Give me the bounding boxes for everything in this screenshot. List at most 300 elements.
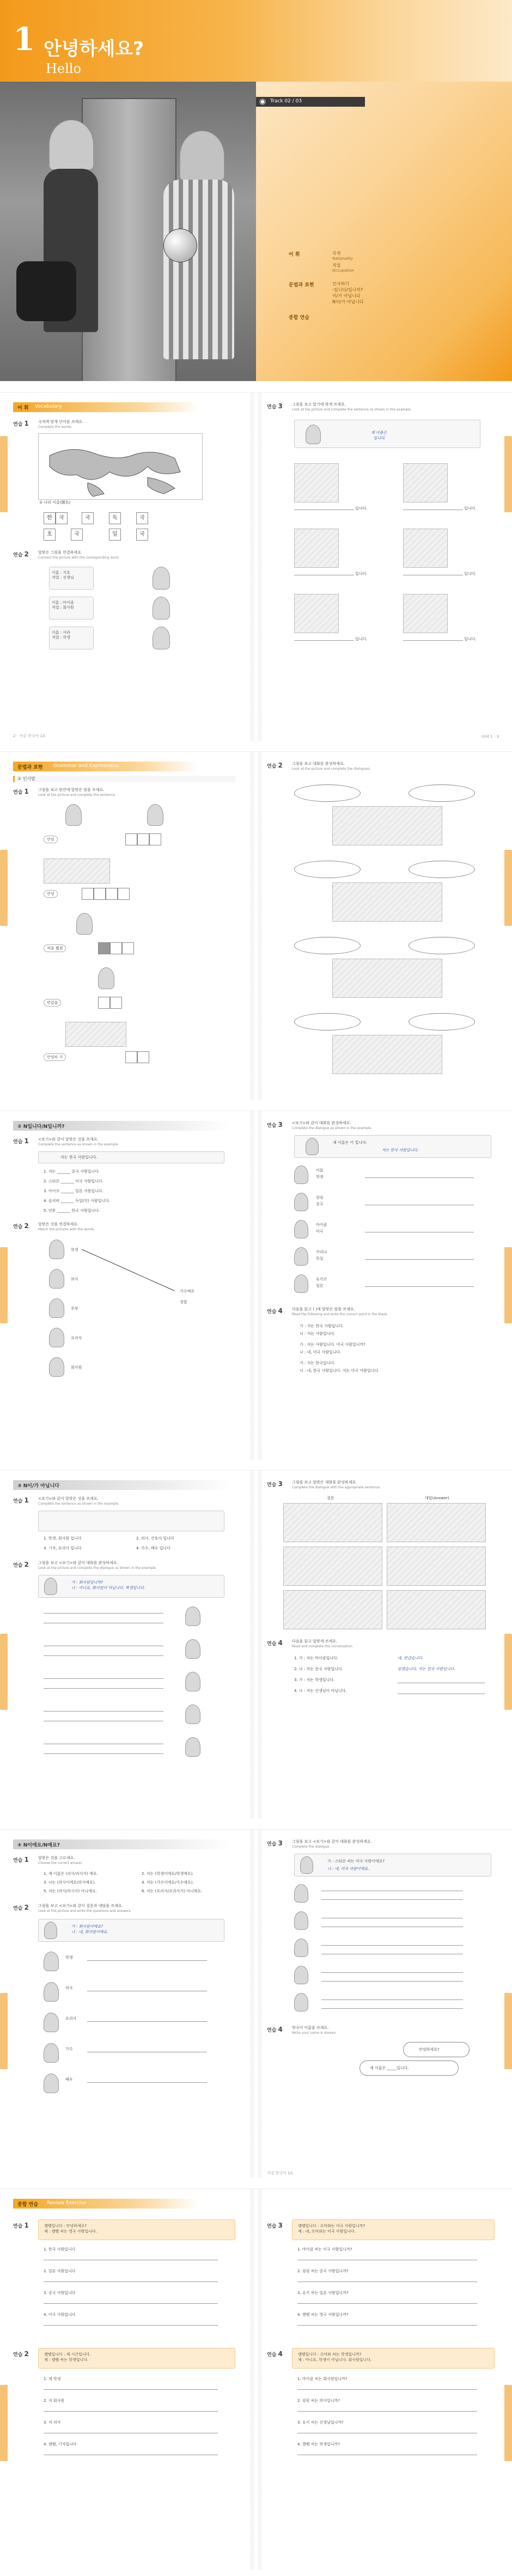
page-left: [0, 1470, 251, 1819]
review-item: 1. 한국 사람입니다: [44, 2247, 76, 2252]
speech-bubble[interactable]: [409, 937, 475, 954]
choice-sentence[interactable]: 2. 저는 (학생이에요/학생예요).: [142, 1872, 194, 1876]
person-illustration: [306, 1138, 319, 1155]
person-illustration: [185, 1672, 200, 1691]
speech-fill: 안녕히 가: [44, 1053, 66, 1061]
example-text: 가 : 회사원이에요? 나 : 네, 회사원이에요.: [71, 1924, 108, 1934]
subsection-title: ③ N이/가 아닙니다: [17, 1483, 59, 1489]
exercise-instruction: 그림을 보고 빈칸에 알맞은 말을 쓰세요. Look at the picture and complete the sentence.: [38, 788, 116, 797]
example-box: [294, 1135, 491, 1158]
answer-line[interactable]: [321, 1972, 463, 1973]
speech-bubble[interactable]: [294, 784, 361, 802]
page-left: [0, 2189, 251, 2570]
toc-item: 이/가 아닙니다: [332, 293, 361, 298]
exercise-number: 연습 2: [267, 762, 283, 769]
speech-fill: 안녕: [44, 836, 58, 843]
answer-line[interactable]: [365, 1286, 474, 1287]
exercise-instruction: 알맞은 것을 연결하세요. Match the pictures with the words.: [38, 1222, 95, 1231]
section-title-en: Vocabulary: [35, 404, 62, 409]
person-illustration: [294, 1220, 308, 1238]
answer-line[interactable]: [365, 1259, 474, 1260]
answer-line[interactable]: [297, 2325, 477, 2326]
sentence[interactable]: 4. 가수, 배우 입니다: [136, 1546, 170, 1550]
exercise-instruction: 다음을 읽고 알맞게 쓰세요. Read and complete the conversation.: [292, 1639, 353, 1648]
sentence[interactable]: 3. 아이코 _______ 일본 사람입니다.: [44, 1189, 103, 1193]
exercise-number: 연습 3: [267, 1839, 283, 1847]
page-footer: Unit 1 · 3: [481, 734, 499, 739]
choice-sentence[interactable]: 3. 나는 (의사이에요/의사예요).: [44, 1880, 96, 1885]
choice-sentence[interactable]: 5. 저는 (의사/의사가) 아니에요.: [44, 1889, 97, 1893]
grid-cell[interactable]: 한: [44, 512, 56, 524]
person-job: 일본: [316, 1284, 324, 1288]
blank-cell[interactable]: [110, 942, 122, 954]
spread-grammar-greetings: [0, 751, 512, 1100]
example-box: [38, 1575, 224, 1598]
speech-bubble[interactable]: [409, 1013, 475, 1031]
example-a: 저는 한국 사람입니다.: [382, 1148, 419, 1152]
review-item: 1. 제 학생: [44, 2377, 61, 2381]
toc-item: 인사하기: [332, 281, 349, 286]
dialogue-line: 가 : 저는 한국입니다.: [300, 1361, 336, 1365]
world-map: [38, 433, 203, 500]
toc-item: 직업: [332, 263, 341, 268]
subsection-header: [13, 1839, 231, 1849]
grid-cell[interactable]: 국: [82, 512, 94, 524]
cover-right-bg: [256, 82, 512, 381]
picture: [403, 594, 448, 633]
person-illustration: [294, 1193, 308, 1211]
answer-line[interactable]: [321, 2008, 463, 2009]
item-label: 요리사: [65, 2016, 77, 2021]
answer-line[interactable]: [44, 2325, 218, 2326]
exercise-number: 연습 1: [13, 2222, 29, 2229]
picture: [387, 1547, 486, 1586]
person-illustration: [153, 597, 170, 620]
blank-cell[interactable]: [106, 888, 118, 900]
answer-line[interactable]: [44, 1688, 163, 1689]
blank-cell[interactable]: [98, 997, 110, 1009]
answer-line[interactable]: [44, 1655, 163, 1656]
spread-grammar-imnida: [0, 1111, 512, 1459]
answer-line[interactable]: [87, 2021, 207, 2022]
section-title: 종합 연습: [17, 2202, 38, 2207]
example-text: 캠벨입니다 : 오마와 씨는 학생입니까? 제 : 아니요, 학생이 아닙니다. 회사원입니다.: [298, 2352, 372, 2362]
review-item: 4. 캠벨 씨는 학생입니까?: [297, 2442, 340, 2446]
picture: [332, 959, 442, 998]
exercise-number: 연습 3: [267, 1480, 283, 1488]
exercise-instruction: 다음을 읽고 ( )에 알맞은 말을 쓰세요. Read the following and write the correct word in the blank.: [292, 1307, 388, 1316]
item-label: 가수: [65, 2047, 73, 2051]
dialogue-line: 나 : 네, 미국 사람입니다.: [300, 1350, 342, 1354]
grid-cell[interactable]: 국: [71, 529, 83, 541]
grid-cell[interactable]: 국: [136, 529, 148, 541]
cd-icon: [259, 99, 266, 105]
exercise-number: 연습 2: [13, 2350, 29, 2358]
gutter: [251, 392, 261, 741]
example-box: [294, 1854, 491, 1876]
grid-cell[interactable]: 국: [56, 512, 68, 524]
speech-bubble[interactable]: [294, 937, 361, 954]
answer-suffix: 입니다.: [464, 637, 477, 641]
answer-text: 알겠습니다. 저는 한국 사람입니다.: [398, 1667, 455, 1671]
exercise-number: 연습 4: [267, 1639, 283, 1647]
exercise-number: 연습 4: [267, 2350, 283, 2358]
person-illustration: [49, 1269, 64, 1289]
answer-line[interactable]: [87, 1960, 207, 1961]
review-item: 1. 마이클 씨는 회사원입니까?: [297, 2377, 348, 2381]
item-4: [44, 967, 207, 1016]
exercise-instruction: <보기>와 같이 대화를 완성하세요. Complete the dialogue as shown in the example.: [292, 1121, 373, 1130]
blank-cell[interactable]: [137, 833, 149, 845]
page-right: [261, 1830, 512, 2178]
exercise-instruction: 국적에 맞게 단어를 쓰세요. Complete the words.: [38, 420, 84, 429]
example-line: 나 : 네, 미국 사람이에요.: [327, 1867, 369, 1871]
exercise-number: 연습 3: [267, 402, 283, 410]
example-text: 캠벨입니다 : 안녕하세요? 제 : 캠벨 씨는 영국 사람입니다.: [44, 2224, 97, 2234]
answer-line[interactable]: [297, 2281, 477, 2282]
example-box: [38, 2219, 235, 2240]
blank-cell[interactable]: [82, 888, 94, 900]
picture: [387, 1503, 486, 1542]
picture: [387, 1590, 486, 1629]
speech-bubble: [403, 2042, 470, 2057]
exercise-number: 연습 1: [13, 1856, 29, 1863]
person-illustration: [185, 1606, 200, 1626]
blank-cell[interactable]: [122, 942, 134, 954]
choice-sentence[interactable]: 4. 저는 (가수이에요/가수예요).: [142, 1880, 194, 1885]
picture: [332, 806, 442, 845]
item-label: 의사: [65, 1986, 73, 1990]
exercise-number: 연습 2: [13, 1904, 29, 1911]
item-label: 배우: [65, 2077, 73, 2082]
person-illustration: [44, 2074, 59, 2093]
lesson-subtitle: Hello: [46, 61, 81, 76]
exercise-number: 연습 3: [267, 1121, 283, 1128]
blank-cell[interactable]: [98, 942, 110, 954]
toc-section-vocab: [289, 250, 452, 281]
picture: [65, 1022, 126, 1047]
spread-grammar-ieyo: [0, 1829, 512, 2178]
person-illustration: [49, 1328, 64, 1347]
page-left: [0, 392, 251, 741]
person-illustration: [147, 804, 163, 826]
example-text: 캠벨입니다 : 오마와는 미국 사람입니까? 제 : 네, 오마와는 미국 사람입니다.: [298, 2224, 365, 2234]
dialogue-line: 3. 가 : 저는 학생입니다.: [294, 1678, 335, 1682]
item-label: 학생: [65, 1955, 73, 1960]
speech-bubble[interactable]: [294, 1013, 361, 1031]
review-item: 4. 미국 사람입니다: [44, 2313, 76, 2317]
person-illustration: [294, 1911, 308, 1930]
match-right-label: 경찰: [180, 1300, 187, 1304]
section-title: 문법과 표현: [17, 765, 43, 770]
example-text: 제 이름은 입니다.: [371, 431, 387, 440]
track-bar: [256, 97, 365, 107]
person-name: 링링: [316, 1195, 324, 1200]
example-line: 가 : 스티븐 씨는 미국 사람이에요?: [327, 1859, 385, 1863]
answer-line[interactable]: [365, 1177, 474, 1178]
answer-line[interactable]: [44, 2389, 218, 2390]
dialogue-line: 나 : 네, 한국 사람입니다. 저는 미국 사람입니다.: [300, 1369, 380, 1373]
subsection-title: ② N입니다/N입니까?: [17, 1124, 65, 1130]
section-title: 어 휘: [17, 406, 29, 411]
person-illustration: [44, 2013, 59, 2032]
grid-cell[interactable]: 국: [136, 512, 148, 524]
answer-line[interactable]: [44, 1678, 163, 1679]
spread-grammar-animnida: [0, 1470, 512, 1819]
blank-cell[interactable]: [125, 1051, 137, 1063]
answer-line[interactable]: [403, 640, 463, 641]
person-illustration: [49, 1240, 64, 1259]
review-item: 3. 유키 씨는 선생님입니까?: [297, 2420, 344, 2425]
exercise-instruction: 그림을 보고 <보기>와 같이 질문과 대답을 쓰세요. Look at the picture and write the questions and answers.: [38, 1904, 132, 1913]
gutter: [251, 1470, 261, 1819]
toc-item: -입니다/입니까?: [332, 287, 363, 292]
answer-line[interactable]: [297, 2411, 477, 2412]
toc-item: N이/가 아닙니다: [332, 299, 364, 304]
bag: [16, 261, 76, 321]
exercise-number: 연습 4: [267, 2026, 283, 2033]
person-illustration: [185, 1737, 200, 1757]
person-illustration: [49, 1298, 64, 1318]
person-illustration: [76, 913, 93, 935]
subsection-title: ④ N이에요/N예요?: [17, 1843, 60, 1848]
grid-cell[interactable]: 독: [109, 512, 121, 524]
exercise-number: 연습 1: [13, 1137, 29, 1145]
toc-section-grammar: [289, 281, 452, 314]
example-box: [38, 1511, 224, 1531]
person-illustration: [185, 1639, 200, 1659]
speech-bubble[interactable]: [294, 861, 361, 878]
sentence[interactable]: 1. 저는 _______ 중국 사람입니다.: [44, 1169, 100, 1174]
answer-line[interactable]: [321, 1945, 463, 1946]
answer-line[interactable]: [44, 1753, 163, 1754]
spread-review: [0, 2188, 512, 2570]
blank-cell[interactable]: [137, 1051, 149, 1063]
dialogue-line: 2. 나 : 저는 중국 사람입니다.: [294, 1667, 344, 1671]
picture: [294, 529, 339, 568]
section-title-en: Grammar and Expressions: [53, 763, 119, 769]
speech-bubble[interactable]: [409, 784, 475, 802]
dialogue-line: 나 : 저는 사람입니다.: [300, 1332, 336, 1336]
person-illustration: [185, 1704, 200, 1724]
person-job: 중국: [316, 1202, 324, 1206]
review-item: 4. 캠벨 씨는 영국 사람입니까?: [297, 2313, 349, 2317]
dialogue-line: 1. 가 : 저는 마이클입니다.: [294, 1656, 339, 1660]
review-item: 3. 저 의사: [44, 2420, 61, 2425]
review-item: 1. 마이클 씨는 미국 사람입니까?: [297, 2247, 352, 2252]
map-icon: [39, 434, 202, 499]
exercise-number: 연습 1: [13, 420, 29, 427]
review-item: 2. 저 회사원: [44, 2399, 65, 2403]
dialogue-1: [283, 784, 490, 850]
answer-suffix: 입니다.: [464, 506, 477, 511]
review-item: 3. 유키 씨는 일본 사람입니까?: [297, 2291, 349, 2295]
sentence[interactable]: 2. 스티븐 _______ 미국 사람입니다.: [44, 1179, 103, 1183]
exercise-number: 연습 2: [13, 550, 29, 558]
example-box: [292, 2348, 495, 2369]
dialogue-line: 가 : 저는 사람입니다. 미국 사람입니까?: [300, 1342, 365, 1347]
answer-line[interactable]: [44, 1613, 163, 1614]
person-illustration: [44, 2043, 59, 2063]
subsection-title: ① 인사말: [13, 776, 235, 782]
id-card: 이름 : 사라 직업 : 학생: [49, 627, 94, 649]
person-illustration: [294, 1993, 308, 2011]
sentence[interactable]: 5. 민준 _______ 한국 사람입니다.: [44, 1209, 100, 1213]
picture: [283, 1590, 382, 1629]
exercise-instruction: 그림을 보고 <보기>와 같이 대화를 완성하세요. Complete the dialogue.: [292, 1839, 372, 1849]
picture: [283, 1503, 382, 1542]
person-illustration: [294, 1274, 308, 1293]
page-left: [0, 752, 251, 1100]
blank-cell[interactable]: [94, 888, 106, 900]
blank-cell[interactable]: [125, 833, 137, 845]
person-job: 학생: [316, 1175, 324, 1179]
answer-line[interactable]: [294, 640, 354, 641]
bubble-text: 안녕하세요?: [419, 2047, 440, 2052]
person-illustration: [44, 1578, 57, 1595]
map-caption: ① 나라 이름(國名): [39, 500, 71, 505]
person-job: 미국: [316, 1229, 324, 1234]
page-right: [261, 392, 512, 741]
page-right: [261, 1470, 512, 1819]
item-1: [44, 804, 207, 853]
dialogue-2: [283, 861, 490, 926]
answer-line[interactable]: [87, 2082, 207, 2083]
match-right-label: 가수예요: [180, 1289, 195, 1293]
choice-sentence[interactable]: 6. 저는 (요리사/요리사가) 아니에요.: [142, 1889, 203, 1893]
sentence[interactable]: 2. 의사, 간호사 입니다: [136, 1536, 174, 1541]
person-name: 카리나: [316, 1250, 327, 1254]
toc-item: Occupation: [332, 268, 354, 273]
exercise-instruction: <보기>와 같이 알맞은 것을 쓰세요. Complete the sentence as shown in the example.: [38, 1137, 119, 1146]
answer-line[interactable]: [321, 1981, 463, 1982]
gutter: [251, 2189, 261, 2570]
sentence[interactable]: 3. 기자, 요리사 입니다: [44, 1546, 82, 1550]
dialogue-line: 4. 나 : 저는 선생님이 아닙니다.: [294, 1689, 347, 1693]
person-illustration: [294, 1166, 308, 1184]
match-label: 회사원: [71, 1365, 82, 1370]
person-illustration: [65, 804, 82, 826]
example-box: [294, 420, 480, 448]
answer-line[interactable]: [44, 1711, 163, 1712]
sentence[interactable]: 4. 올리버 _______ 독일(인) 사람입니다.: [44, 1199, 111, 1203]
match-label: 주부: [71, 1307, 78, 1311]
example-box: [38, 1151, 224, 1163]
person-illustration: [294, 1966, 308, 1984]
person-name: 유키코: [316, 1277, 327, 1281]
cover-photo: [0, 82, 256, 381]
blank-cell[interactable]: [149, 833, 161, 845]
speech-bubble[interactable]: [409, 861, 475, 878]
cover-header: [0, 0, 512, 82]
answer-line[interactable]: [44, 2411, 218, 2412]
page-footer: 2 · 서강 한국어 1A: [13, 734, 45, 738]
exercise-number: 연습 3: [267, 2222, 283, 2229]
person-illustration: [153, 567, 170, 590]
gutter: [251, 1111, 261, 1459]
example-text: 가 : 회사원입니까? 나 : 아니요, 회사원이 아닙니다. 학생입니다.: [71, 1580, 145, 1590]
gutter: [251, 752, 261, 1100]
speech-bubble: [359, 2060, 459, 2076]
subsection-header: [13, 1480, 231, 1490]
item-2: [44, 858, 207, 907]
dialogue-4: [283, 1013, 490, 1078]
speech-fill: 반갑습: [44, 999, 61, 1007]
exercise-number: 연습 4: [267, 1307, 283, 1315]
bubble-text: 제 이름은 _____입니다.: [370, 2066, 409, 2070]
toc-section-review: [289, 314, 452, 324]
section-header: [13, 402, 198, 412]
exercise-instruction: 알맞은 것을 고르세요. Choose the correct answer.: [38, 1856, 83, 1865]
grid-cell[interactable]: 호: [44, 529, 56, 541]
person-illustration: [294, 1247, 308, 1266]
blank-cell[interactable]: [118, 888, 130, 900]
id-card: 이름 : 마이클 직업 : 회사원: [49, 597, 94, 620]
example-box: [38, 2348, 235, 2369]
sentence[interactable]: 1. 학생, 회사원 입니다: [44, 1536, 82, 1541]
toc-item: Nationality: [332, 256, 353, 261]
id-card: 이름 : 지호 직업 : 선생님: [49, 567, 94, 590]
exercise-instruction: 그림을 보고 알기에 맞게 쓰세요. Look at the picture and complete the sentence as shown in the example.: [292, 402, 412, 412]
answer-line[interactable]: [44, 2303, 218, 2304]
person-job: 독일: [316, 1256, 324, 1261]
picture: [294, 594, 339, 633]
answer-line[interactable]: [321, 1899, 463, 1900]
picture: [283, 1547, 382, 1586]
exercise-instruction: <보기>와 같이 알맞은 것을 쓰세요. Complete the sentence as shown in the example.: [38, 1496, 119, 1506]
toc-label: 문법과 표현: [289, 283, 314, 288]
person-illustration: [49, 1357, 64, 1377]
page-footer: 서강 한국어 1A: [267, 2171, 293, 2175]
exercise-instruction: 그림을 보고 대화를 완성하세요. Look at the picture and complete the dialogues.: [292, 762, 371, 771]
picture: [403, 529, 448, 568]
blank-cell[interactable]: [110, 997, 122, 1009]
answer-line[interactable]: [297, 2389, 477, 2390]
person-illustration: [44, 1952, 59, 1971]
person-illustration: [98, 967, 114, 989]
exercise-instruction: 한국어 이름을 쓰세요. Write your name in Korean.: [292, 2026, 337, 2035]
person-right-body: [163, 180, 234, 359]
section-header: [13, 762, 198, 771]
person-name: 마이클: [316, 1223, 327, 1227]
lesson-number: 1: [13, 21, 35, 58]
answer-line[interactable]: [44, 2281, 218, 2282]
person-name: 이름: [316, 1168, 324, 1173]
picture: [332, 1035, 442, 1074]
picture: [403, 463, 448, 502]
column-header: 대답(Answer): [425, 1496, 449, 1500]
grid-cell[interactable]: 일: [109, 529, 121, 541]
person-right: [180, 131, 224, 181]
subsection-header: [13, 1121, 231, 1131]
exercise-instruction: 그림을 보고 알맞은 대화를 완성하세요. Complete the dialogue with the appropriate sentence.: [292, 1480, 381, 1489]
choice-sentence[interactable]: 1. 제 이름은 (리사/리사가) 예요.: [44, 1872, 99, 1876]
item-3: [44, 913, 207, 962]
dialogue-3: [283, 937, 490, 1002]
answer-suffix: 입니다.: [355, 572, 368, 576]
picture: [294, 463, 339, 502]
review-item: 4. 캠벨, 기자입니다: [44, 2442, 77, 2446]
exercise-instruction: 그림을 보고 <보기>와 같이 대화를 완성하세요. Look at the picture and complete the dialogue as shown in the example.: [38, 1561, 157, 1570]
exercise-number: 연습 1: [13, 788, 29, 795]
person-illustration: [294, 1884, 308, 1903]
answer-line[interactable]: [297, 2303, 477, 2304]
ball: [163, 229, 197, 262]
answer-text: 네, 반갑습니다.: [398, 1656, 424, 1660]
dialogue-line: 가 : 저는 한국 사람입니다.: [300, 1324, 344, 1328]
page-right: [261, 1111, 512, 1459]
person-illustration: [44, 1922, 57, 1939]
